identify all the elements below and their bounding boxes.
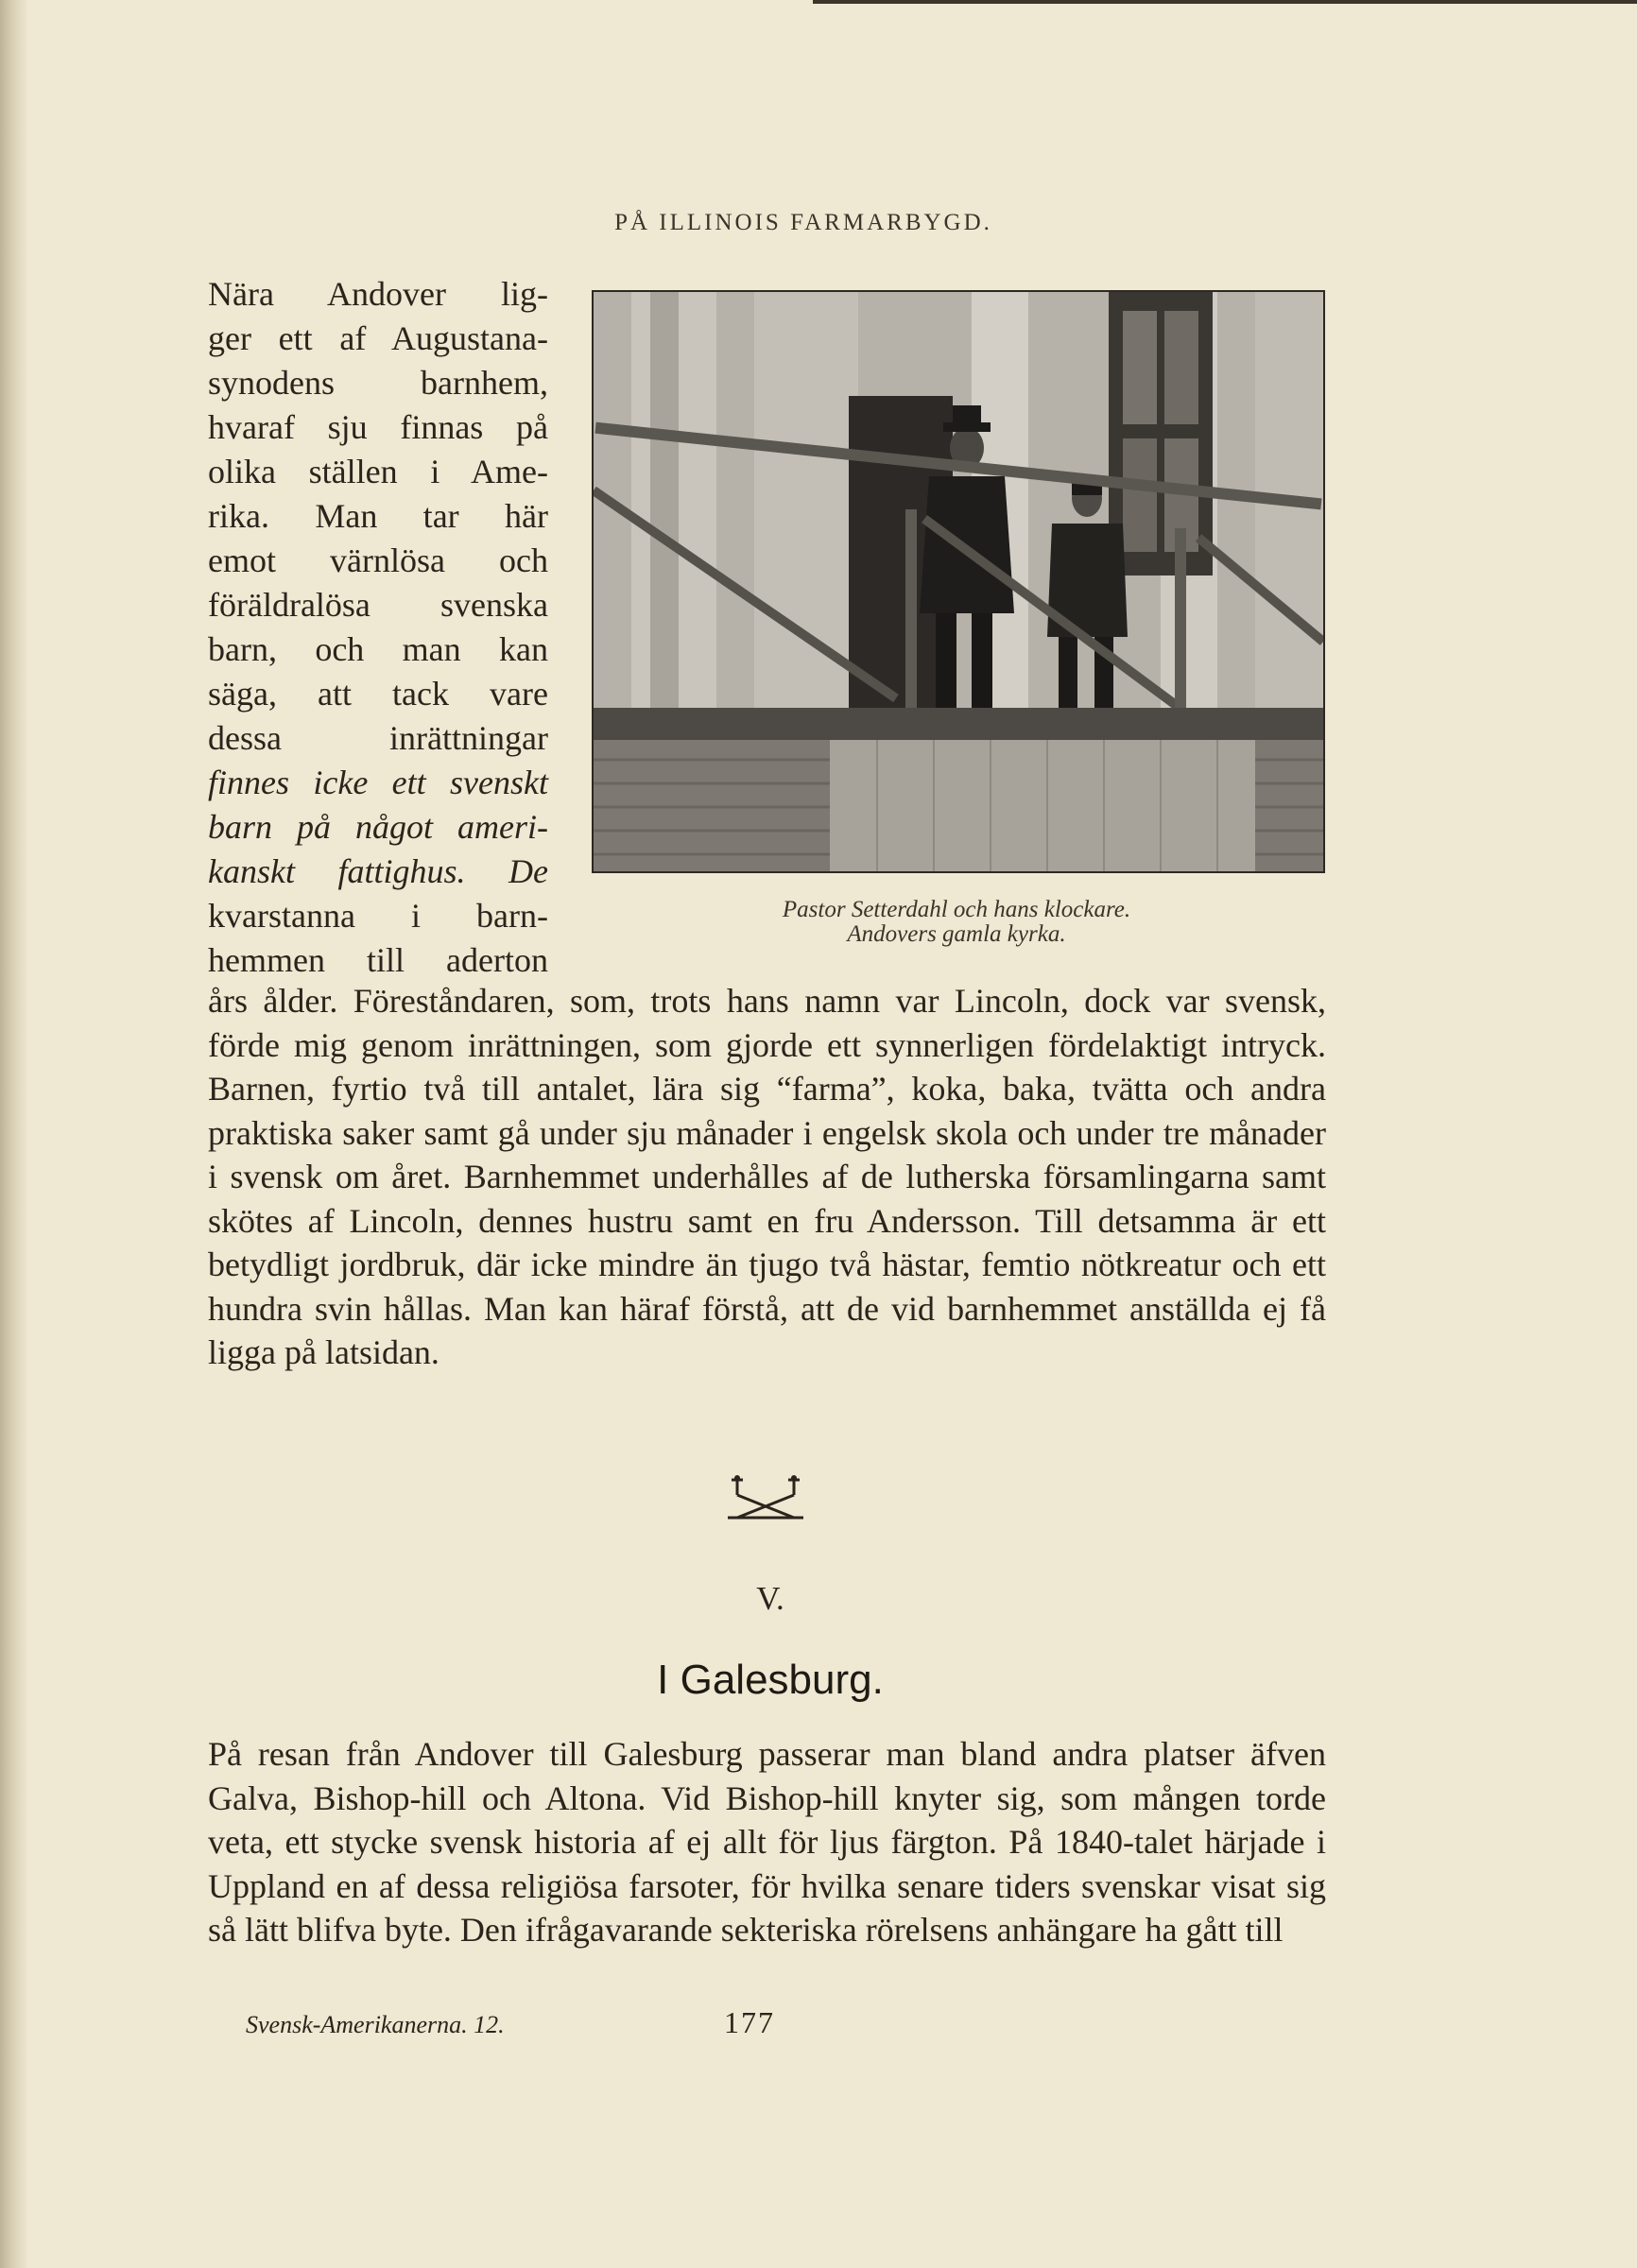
wrapped-line: hemmen till aderton [208, 941, 548, 979]
paragraph-1: års ålder. Föreståndaren, som, trots hans namn var Lincoln, dock var svensk, förde mig genom inrättningen, som gjorde ett synnerligen fördelaktigt intryck. Barnen, fyrtio två till antalet, lära sig “farma”, koka, baka, tvätta och andra praktiska saker samt gå under sju månader i engelsk skola och under tre månader i svensk om året. Barnhemmet underhålles af de lutherska församlingarna samt skötes af Lincoln, dennes hustru samt en fru Andersson. Till detsamma är ett betydligt jordbruk, där icke mindre än tjugo två hästar, femtio nötkreatur och ett hundra svin hållas. Man kan häraf förstå, att de vid barnhemmet anställda ej få ligga på latsidan. [208, 982, 1326, 1371]
photo-caption [592, 898, 1321, 947]
wrapped-line: föräldralösa svenska [208, 586, 548, 624]
wrapped-line: dessa inrättningar [208, 719, 548, 757]
wrapped-line: Nära Andover lig- [208, 275, 548, 313]
church-photograph [592, 290, 1325, 873]
section-number: V. [756, 1580, 784, 1617]
running-head: PÅ ILLINOIS FARMARBYGD. [614, 210, 992, 235]
footer-signature: Svensk-Amerikanerna. 12. [246, 2011, 505, 2038]
wrapped-line: kanskt fattighus. De [208, 852, 548, 890]
wrapped-line: barn på något ameri- [208, 808, 548, 846]
wrapped-line: finnes icke ett svenskt [208, 764, 548, 801]
page-number: 177 [724, 2005, 775, 2039]
wrapped-line: synodens barnhem, [208, 364, 548, 402]
paragraph-2: På resan från Andover till Galesburg passerar man bland andra platser äfven Galva, Bishop-hill och Altona. Vid Bishop-hill knyter sig, som mången torde veta, ett stycke svensk historia af ej allt för ljus färgton. På 1840-talet härjade i Uppland en af dessa religiösa farsoter, för hvilka senare tiders svenskar visat sig så lätt blifva byte. Den ifrågavarande sekteriska rörelsens anhängare ha gått till [208, 1735, 1326, 1949]
decorative-fleuron-icon [718, 1470, 813, 1527]
wrapped-line: emot värnlösa och [208, 541, 548, 579]
wrapped-line: kvarstanna i barn- [208, 897, 548, 935]
wrapped-line: barn, och man kan [208, 630, 548, 668]
caption-line-1: Pastor Setterdahl och hans klockare. [782, 897, 1131, 922]
wrapped-line: olika ställen i Ame- [208, 453, 548, 490]
caption-line-2: Andovers gamla kyrka. [847, 921, 1066, 947]
top-edge-rule [813, 0, 1637, 4]
wrapped-line: hvaraf sju finnas på [208, 408, 548, 446]
wrapped-line: säga, att tack vare [208, 675, 548, 713]
wrapped-line: ger ett af Augustana- [208, 319, 548, 357]
section-title: I Galesburg. [657, 1657, 884, 1703]
wrapped-paragraph [208, 272, 548, 983]
wrapped-line: rika. Man tar här [208, 497, 548, 535]
page-edge-shadow [0, 0, 28, 2268]
